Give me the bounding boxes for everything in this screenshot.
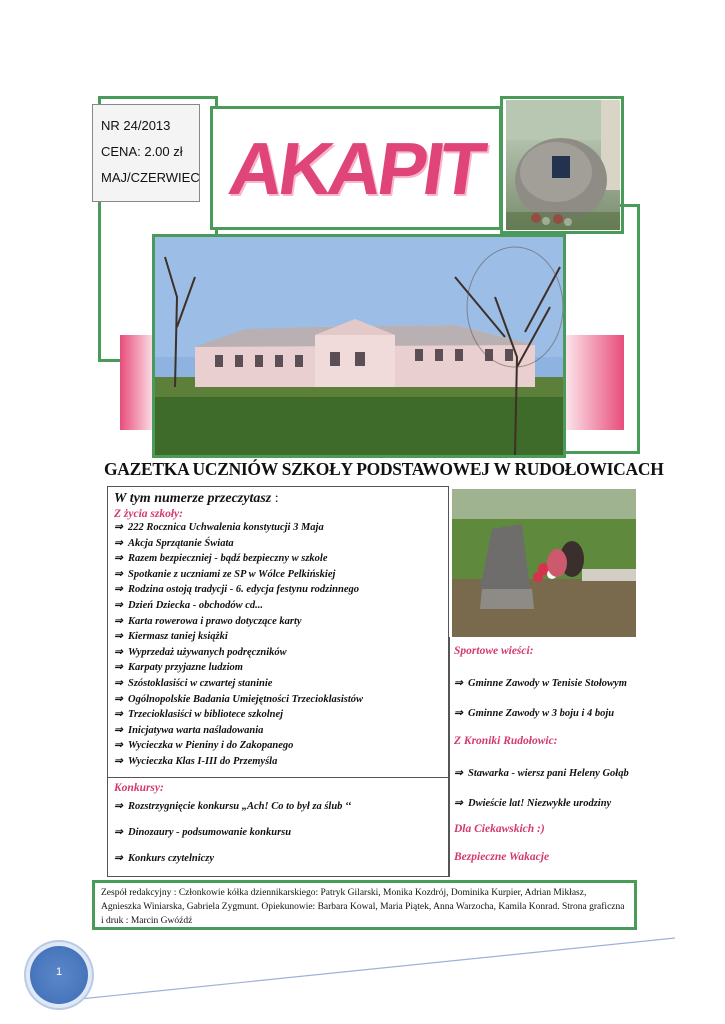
arrow-icon: ⇒ (114, 646, 123, 658)
toc-item (114, 676, 448, 692)
toc-item (114, 846, 448, 872)
toc-item (114, 536, 448, 552)
toc-item-label: Karta rowerowa i prawo dotyczące karty (128, 615, 302, 627)
toc-item (114, 692, 448, 708)
arrow-icon: ⇒ (114, 553, 123, 565)
issue-info-box (92, 104, 200, 202)
masthead-logo-box (210, 106, 502, 230)
toc-item-label: Razem bezpieczniej - bądź bezpieczny w szkole (128, 553, 328, 565)
toc-item (114, 598, 448, 614)
arrow-icon: ⇒ (114, 522, 123, 533)
arrow-icon: ⇒ (114, 568, 123, 580)
toc-item (114, 614, 448, 630)
toc-item-label: Konkurs czytelniczy (128, 853, 215, 864)
sport-items-list (454, 669, 639, 729)
toc-item (114, 582, 448, 598)
toc-item-label: Akcja Sprzątanie Świata (128, 537, 234, 549)
toc-item-label: Stawarka - wiersz pani Heleny Gołąb (468, 768, 629, 779)
section-curious: Dla Ciekawskich :) (454, 823, 545, 835)
arrow-icon: ⇒ (114, 740, 123, 752)
school-items-list (114, 520, 448, 770)
toc-heading-text: W tym numerze przeczytasz (114, 491, 272, 506)
toc-item-label: Kiermasz taniej książki (128, 631, 228, 643)
arrow-icon: ⇒ (114, 755, 123, 767)
toc-item (114, 754, 448, 770)
arrow-icon: ⇒ (114, 693, 123, 705)
toc-item-label: Rozstrzygnięcie konkursu „Ach! Co to był za ślub ‘‘ (128, 801, 352, 812)
arrow-icon: ⇒ (454, 708, 463, 719)
issue-number: NR 24/2013 (101, 118, 171, 133)
section-sports: Sportowe wieści: (454, 645, 534, 657)
toc-item-label: Dzień Dziecka - obchodów cd... (128, 599, 264, 611)
toc-item (114, 707, 448, 723)
arrow-icon: ⇒ (114, 599, 123, 611)
toc-item (114, 629, 448, 645)
toc-item-label: Karpaty przyjazne ludziom (128, 662, 243, 674)
toc-main-box (107, 486, 449, 778)
school-building-photo (152, 234, 566, 458)
toc-item-label: Trzecioklasiści w bibliotece szkolnej (128, 709, 284, 721)
toc-item-label: Szóstoklasiści w czwartej staninie (128, 677, 273, 689)
masthead-logo: AKAPIT (224, 126, 488, 210)
toc-item-label: Rodzina ostoją tradycji - 6. edycja festynu rodzinnego (128, 584, 359, 596)
arrow-icon: ⇒ (114, 801, 123, 812)
arrow-icon: ⇒ (454, 798, 463, 809)
toc-item-label: Wycieczka w Pieniny i do Zakopanego (128, 740, 294, 752)
toc-item-label: Ogólnopolskie Badania Umiejętności Trzecioklasistów (128, 693, 363, 705)
toc-side-box (449, 637, 639, 877)
section-contests: Konkursy: (114, 782, 164, 794)
toc-heading-suffix: : (271, 491, 279, 506)
toc-heading (114, 491, 448, 507)
toc-item-label: Inicjatywa warta naśladowania (128, 724, 264, 736)
toc-item (114, 567, 448, 583)
arrow-icon: ⇒ (114, 631, 123, 643)
contest-items-list (114, 794, 448, 872)
toc-item-label: 222 Rocznica Uchwalenia konstytucji 3 Maja (128, 522, 324, 533)
issue-months: MAJ/CZERWIEC (101, 170, 200, 185)
left-pink-bar (120, 335, 154, 430)
memorial-stone-photo (506, 100, 620, 230)
page-decoration-line (60, 930, 680, 1005)
toc-item-label: Spotkanie z uczniami ze SP w Wólce Pelkińskiej (128, 568, 336, 580)
toc-item-label: Gminne Zawody w 3 boju i 4 boju (468, 708, 615, 719)
toc-item (114, 660, 448, 676)
arrow-icon: ⇒ (114, 584, 123, 596)
arrow-icon: ⇒ (114, 827, 123, 838)
toc-item (114, 820, 448, 846)
toc-item (114, 551, 448, 567)
toc-item (114, 794, 448, 820)
toc-item-label: Wycieczka Klas I-III do Przemyśla (128, 755, 278, 767)
toc-item-label: Gminne Zawody w Tenisie Stołowym (468, 678, 627, 689)
toc-item (454, 759, 639, 789)
chronicle-items-list (454, 759, 639, 819)
contests-box (107, 777, 449, 877)
toc-item (114, 645, 448, 661)
arrow-icon: ⇒ (114, 853, 123, 864)
arrow-icon: ⇒ (114, 537, 123, 549)
section-vacation: Bezpieczne Wakacje (454, 851, 550, 863)
toc-item (454, 669, 639, 699)
arrow-icon: ⇒ (114, 709, 123, 721)
page-number: 1 (55, 966, 63, 978)
memorial-flowers-photo (452, 489, 636, 637)
toc-item (114, 520, 448, 536)
toc-item-label: Dinozaury - podsumowanie konkursu (128, 827, 292, 838)
issue-price: CENA: 2.00 zł (101, 144, 183, 159)
editorial-team-footer: Zespół redakcyjny : Członkowie kółka dziennikarskiego: Patryk Gilarski, Monika Kozdrój, Dominika Kurpier, Adrian Mikłasz, Agnieszka Winiarska, Gabriela Zygmunt. Opiekunowie: Barbara Kowal, Maria Piątek, Anna Warzocha, Kamila Konrad. Strona graficzna i druk : Marcin Gwóźdź (92, 880, 637, 930)
right-pink-bar (566, 335, 624, 430)
toc-item-label: Dwieście lat! Niezwykłe urodziny (468, 798, 612, 809)
toc-item (454, 789, 639, 819)
section-school-life: Z życia szkoły: (114, 508, 183, 520)
arrow-icon: ⇒ (114, 615, 123, 627)
section-chronicle: Z Kroniki Rudołowic: (454, 735, 558, 747)
toc-item-label: Wyprzedaż używanych podręczników (128, 646, 287, 658)
page-number-badge (30, 946, 88, 1004)
toc-item (114, 723, 448, 739)
arrow-icon: ⇒ (114, 662, 123, 674)
arrow-icon: ⇒ (454, 678, 463, 689)
arrow-icon: ⇒ (114, 677, 123, 689)
arrow-icon: ⇒ (454, 768, 463, 779)
arrow-icon: ⇒ (114, 724, 123, 736)
toc-item (454, 699, 639, 729)
toc-item (114, 738, 448, 754)
newspaper-subtitle: GAZETKA UCZNIÓW SZKOŁY PODSTAWOWEJ W RUDOŁOWICACH (104, 459, 664, 479)
